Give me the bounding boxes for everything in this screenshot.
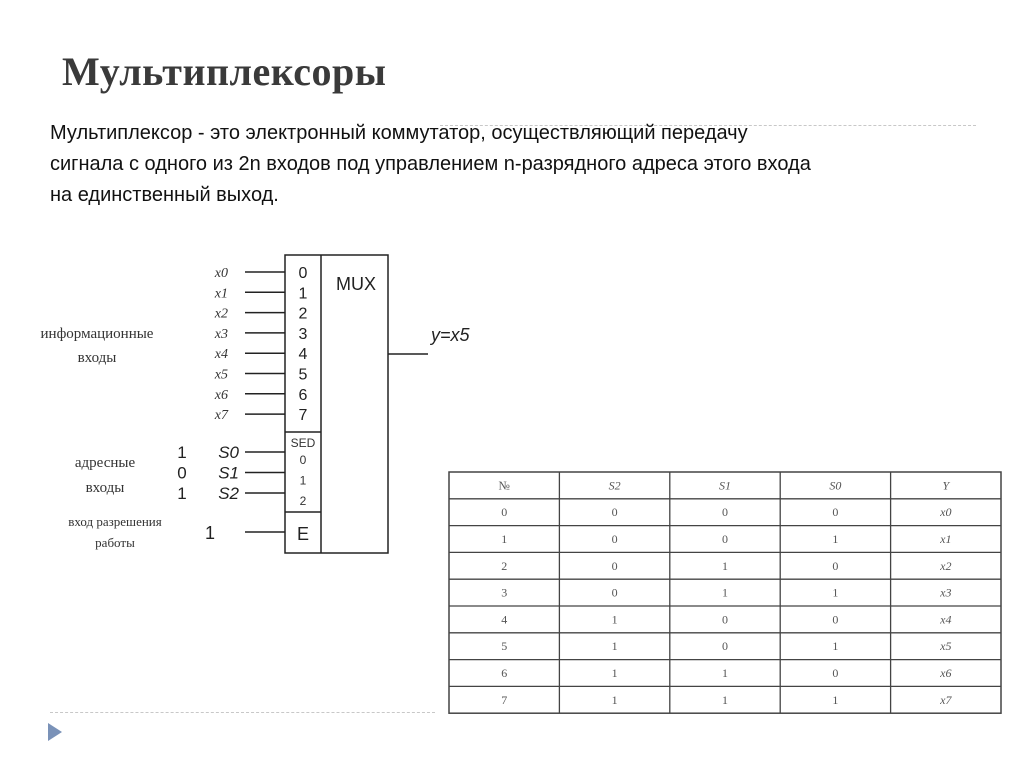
table-cell: 1 <box>611 666 618 680</box>
table-cell: 0 <box>722 532 728 546</box>
table-cell: 2 <box>501 558 508 573</box>
table-cell: 1 <box>722 666 728 680</box>
enable-input-label: вход разрешения <box>68 514 162 529</box>
input-label: x2 <box>214 306 228 322</box>
address-value: 1 <box>177 443 187 462</box>
input-label: x5 <box>214 367 228 383</box>
input-label: x4 <box>214 347 228 363</box>
address-signal-label: S2 <box>218 484 239 503</box>
table-cell: x5 <box>940 639 952 654</box>
table-cell: 0 <box>501 505 508 520</box>
table-cell: 1 <box>832 532 839 546</box>
table-cell: x7 <box>940 692 952 707</box>
address-signal-label: S1 <box>218 463 239 483</box>
diagram-signals <box>177 265 307 508</box>
table-cell: 0 <box>832 558 839 573</box>
table-cell: x0 <box>940 505 952 520</box>
table-cell: 1 <box>722 585 728 600</box>
address-pin-number: 1 <box>299 473 307 488</box>
table-cell: 1 <box>611 639 618 654</box>
input-pin-number: 1 <box>298 285 308 303</box>
truth-table <box>449 472 1001 713</box>
table-cell: 5 <box>501 639 508 654</box>
address-value: 0 <box>177 463 187 483</box>
table-cell: 1 <box>611 612 618 627</box>
description-line: сигнала с одного из 2n входов под управлением n-разрядного адреса этого входа <box>50 153 811 175</box>
table-cell: 0 <box>722 639 728 654</box>
table-cell: 0 <box>611 505 618 520</box>
table-header: Y <box>942 478 950 493</box>
table-cell: 0 <box>722 612 728 627</box>
input-label: x6 <box>214 387 228 403</box>
info-inputs-label: информационные <box>40 326 154 342</box>
table-cell: x1 <box>940 532 952 546</box>
table-cell: x6 <box>940 666 952 680</box>
next-slide-arrow-icon[interactable] <box>48 723 62 741</box>
sed-label: SED <box>290 436 316 450</box>
table-cell: 1 <box>832 692 839 707</box>
table-header: S1 <box>719 478 731 493</box>
table-cell: 0 <box>611 585 618 600</box>
footer-separator <box>50 712 435 713</box>
table-cell: 0 <box>832 666 839 680</box>
table-cell: 0 <box>832 505 839 520</box>
enable-value: 1 <box>204 523 216 543</box>
input-pin-number: 6 <box>298 386 308 404</box>
output-label: y=x5 <box>431 325 470 345</box>
table-cell: 4 <box>501 612 508 627</box>
mux-label: MUX <box>336 274 376 294</box>
table-cell: 3 <box>501 585 508 600</box>
table-cell: 0 <box>832 612 839 627</box>
table-cell: 7 <box>501 692 508 707</box>
input-pin-number: 2 <box>298 305 308 323</box>
address-value: 1 <box>177 484 187 503</box>
table-cell: 1 <box>832 585 839 600</box>
table-cell: 1 <box>611 692 618 707</box>
info-inputs-label: входы <box>77 350 117 366</box>
table-cell: 1 <box>722 692 728 707</box>
input-pin-number: 3 <box>298 325 308 343</box>
address-pin-number: 0 <box>299 453 307 467</box>
input-pin-number: 4 <box>298 346 308 364</box>
table-cell: 0 <box>611 532 618 546</box>
table-cell: x3 <box>940 585 952 600</box>
input-label: x7 <box>214 408 228 424</box>
table-cell: 1 <box>722 558 728 573</box>
table-cell: 1 <box>832 639 839 654</box>
input-pin-number: 7 <box>298 407 308 425</box>
input-pin-number: 0 <box>298 265 308 282</box>
table-cell: 0 <box>722 505 728 520</box>
table-header: S0 <box>829 478 842 493</box>
input-pin-number: 5 <box>298 366 308 384</box>
table-cell: x4 <box>940 612 952 627</box>
table-header: S2 <box>608 478 621 493</box>
enable-pin: E <box>296 524 310 544</box>
table-header: № <box>498 478 510 493</box>
table-cell: x2 <box>940 558 952 573</box>
address-inputs-label: адресные <box>74 455 136 471</box>
input-label: x1 <box>214 286 228 302</box>
table-cell: 1 <box>501 532 508 546</box>
slide-title: Мультиплексоры <box>62 49 387 94</box>
address-signal-label: S0 <box>218 443 239 462</box>
description-line: на единственный выход. <box>50 184 279 206</box>
input-label: x0 <box>214 266 228 281</box>
table-cell: 0 <box>611 558 618 573</box>
description-line: Мультиплексор - это электронный коммутатор, осуществляющий передачу <box>50 122 748 144</box>
enable-input-label: работы <box>95 535 135 550</box>
address-pin-number: 2 <box>299 494 307 508</box>
input-label: x3 <box>214 326 228 342</box>
table-cell: 6 <box>501 666 508 680</box>
address-inputs-label: входы <box>85 480 125 496</box>
